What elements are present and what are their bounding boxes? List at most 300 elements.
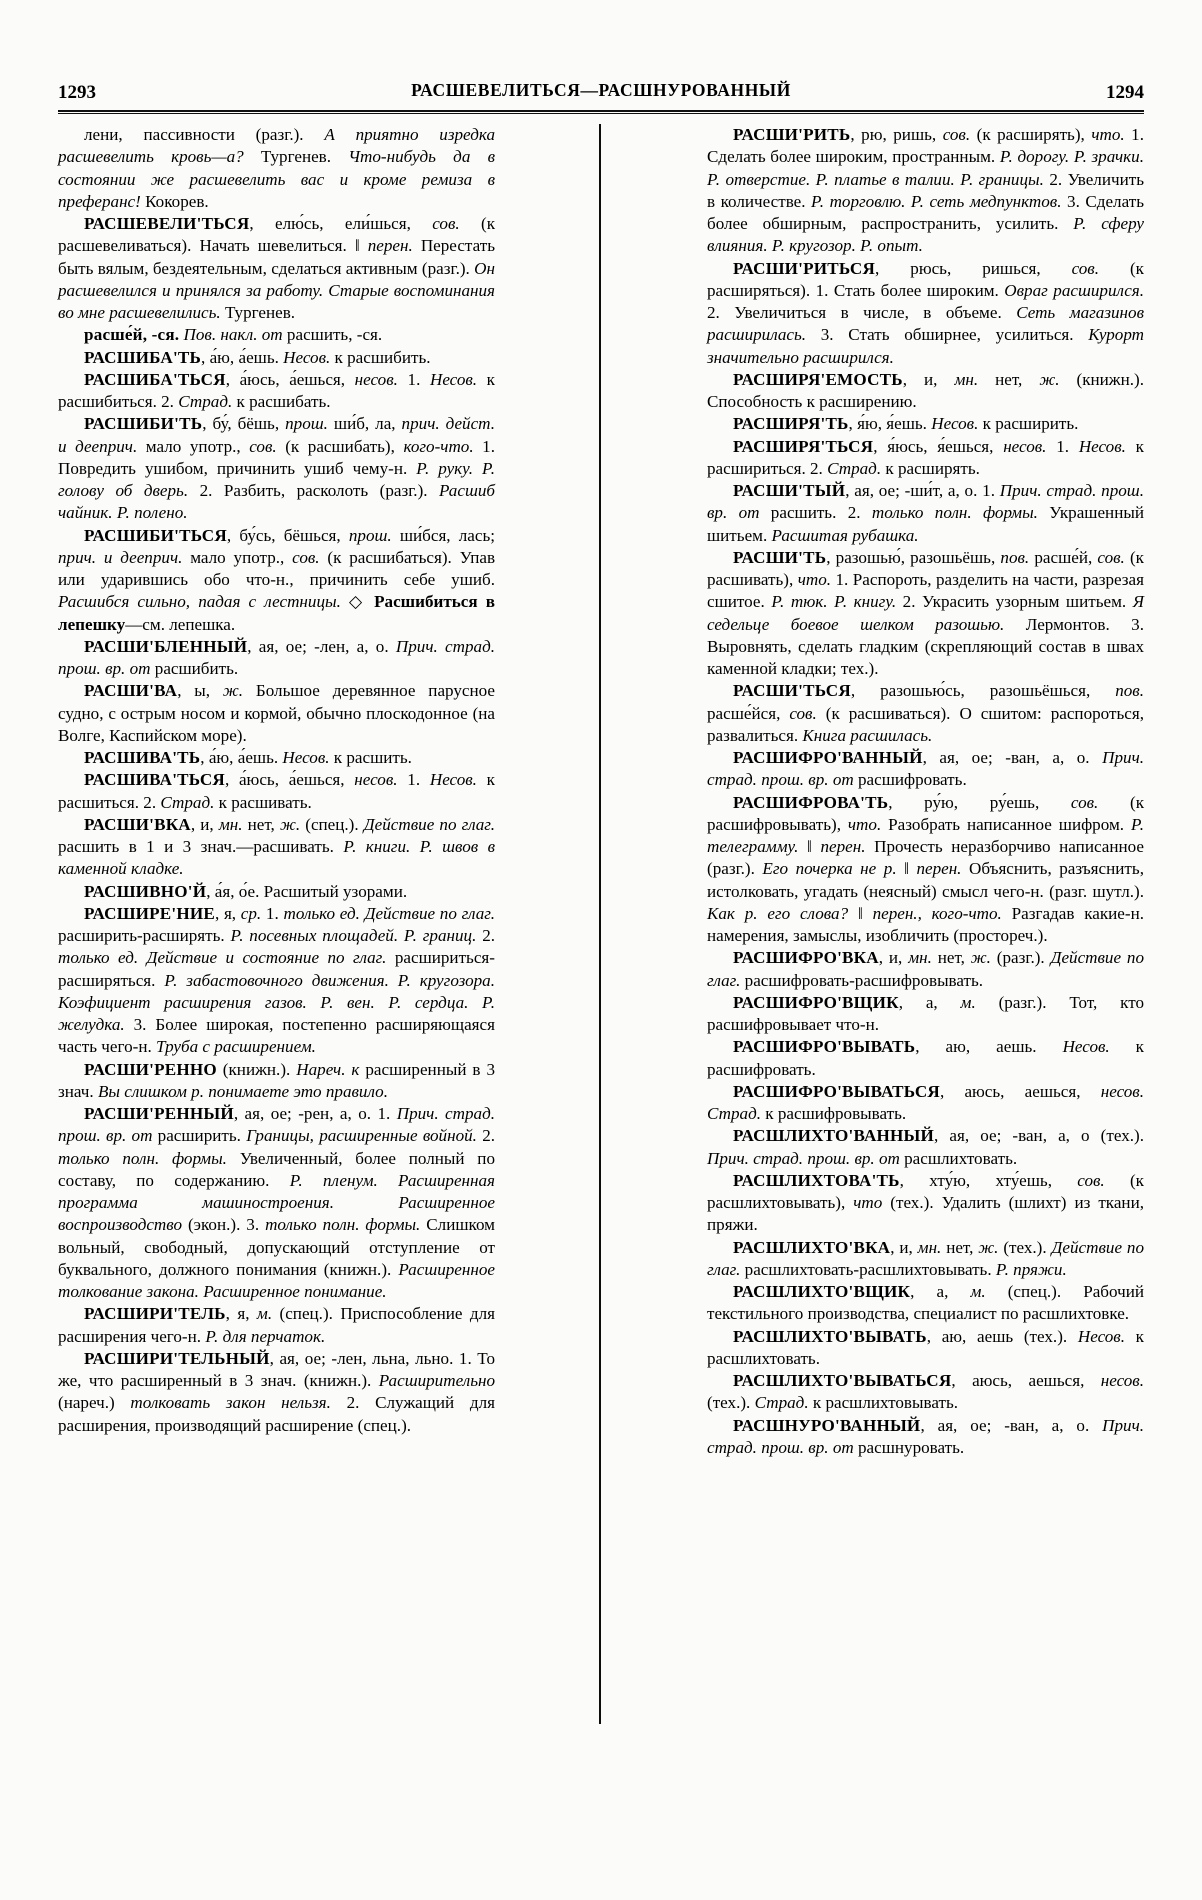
entry-text: Украшенный шитьем. (707, 503, 1144, 545)
entry-text: , ая, ое; -лен, льна, льно. 1. То же, что расширенный в 3 знач. (книжн.). (58, 1348, 495, 1390)
entry-italic-text: Он расшевелился и принялся за работу. Старые воспоминания во мне расшевелились. (58, 258, 495, 322)
entry-text: , аюсь, аешься, (951, 1371, 1101, 1390)
entry-italic-text: Страд. (754, 1393, 809, 1413)
entry-headword: РАСШИВА'ТЬСЯ (84, 770, 225, 790)
entry-text: 2. (476, 926, 496, 945)
entry-italic-text: м. (256, 1304, 273, 1324)
entry-text: к расшить. (329, 748, 412, 767)
entry-text: 2. Украсить узорным шитьем. (896, 592, 1133, 612)
entry-text: Тургенев. (243, 147, 349, 167)
entry-text: , я́юсь, я́ешься, (873, 436, 1004, 456)
entry-italic-text: Труба с расширением. (156, 1037, 316, 1057)
entry-headword: РАСШЛИХТО'ВЫВАТЬСЯ (733, 1371, 952, 1390)
dictionary-entry (58, 903, 495, 1059)
entry-text: (к расшевеливаться). Начать шевелиться. ‖ (58, 214, 495, 256)
entry-italic-text: Его почерка не р. (762, 859, 897, 879)
dictionary-entry (707, 680, 1144, 747)
entry-text: Перестать быть вялым, бездеятельным, сделаться активным (разг.). (58, 236, 495, 278)
entry-italic-text: Несов. (1062, 1037, 1110, 1057)
dictionary-entry (707, 1237, 1144, 1282)
entry-italic-text: Что-нибудь да в состоянии же расшевелить вас и кроме ремиза в преферанс! (58, 147, 495, 211)
entry-text: Разгадав какие-н. намерения, замыслы, изобличить (простореч.). (707, 903, 1144, 945)
entry-italic-text: Сеть магазинов расширилась. (707, 303, 1144, 345)
entry-text: Разобрать написанное шифром. (881, 814, 1131, 834)
entry-headword: РАСШЛИХТО'ВЫВАТЬ (733, 1326, 927, 1346)
entry-text: (к расшивать), (707, 547, 1144, 589)
entry-text: расшифровать. (853, 770, 967, 790)
entry-text: , а́юсь, а́ешься, (225, 369, 355, 389)
entry-text: Слишком вольный, свободный, допускающий отступление от буквального, должного понимания (книжн.). (58, 1215, 495, 1279)
entry-headword: РАСШИ'РИТЬСЯ (733, 258, 876, 278)
entry-italic-text: только полн. формы. (265, 1215, 421, 1235)
entry-text: расширить-расширять. (58, 926, 231, 945)
entry-text: к расшлихтовывать. (808, 1393, 959, 1413)
entry-text: , я, (225, 1304, 257, 1324)
entry-text: , хту́ю, хту́ешь, (899, 1170, 1078, 1190)
dictionary-entry (58, 1059, 495, 1104)
entry-text: к расшибить. (330, 347, 431, 367)
entry-italic-text: Страд. (178, 392, 233, 411)
dictionary-entry (707, 413, 1144, 435)
entry-headword: РАСШИРЯ'ТЬ (733, 414, 849, 434)
entry-text: Лермонтов. 3. Выровнять, сделать гладким (скрепляющий состав в швах каменной кладки; тех.). (707, 614, 1144, 678)
entry-headword: РАСШЛИХТОВА'ТЬ (733, 1170, 900, 1190)
entry-italic-text: сов. (942, 125, 971, 144)
entry-text: расшить в 1 и 3 знач.—расшивать. (58, 837, 344, 856)
entry-italic-text: ж. (970, 948, 991, 968)
entry-italic-text: Расширительно (378, 1371, 495, 1390)
entry-text: к расшириться. 2. (707, 436, 1144, 478)
entry-text: к расшлихтовать. (707, 1326, 1144, 1368)
entry-headword: РАСШИРИ'ТЕЛЬ (84, 1304, 226, 1324)
entry-text: 2. Увеличить в количестве. (707, 169, 1144, 211)
entry-text: 1. (397, 369, 430, 389)
entry-text: , а́юсь, а́ешься, (224, 770, 355, 790)
running-head (58, 72, 1144, 102)
entry-text: , я, (214, 903, 241, 923)
entry-text: к расширять. (881, 458, 980, 478)
entry-text: , а, (898, 992, 961, 1012)
entry-text: к расшифровывать. (761, 1104, 907, 1123)
entry-italic-text: ж. (279, 814, 301, 834)
entry-text: расшибить. (150, 659, 239, 678)
entry-text: 1. (1046, 436, 1079, 456)
entry-italic-text: Расширенное толкование закона. Расширенное понимание. (58, 1259, 495, 1301)
entry-text: (разг.). (990, 948, 1051, 968)
dictionary-entry (58, 213, 495, 324)
entry-headword: РАСШИ'ТЬ (733, 547, 827, 567)
entry-text: , ы, (177, 681, 223, 701)
entry-headword: РАСШИРИ'ТЕЛЬНЫЙ (84, 1348, 270, 1368)
entry-italic-text: только ед. (58, 948, 139, 968)
entry-italic-text: только полн. формы. (871, 503, 1038, 523)
entry-text: 2. Служащий для расширения, производящий расширение (спец.). (58, 1393, 495, 1435)
entry-headword: РАСШЛИХТО'ВЩИК (733, 1282, 911, 1301)
entry-text: расшлихтовать-расшлихтовывать. (740, 1259, 996, 1279)
entry-text: (книжн.). Способность к расширению. (707, 369, 1144, 411)
dictionary-entry (58, 680, 495, 747)
entry-italic-text: Р. тюк. Р. книгу. (771, 592, 897, 612)
entry-text: (к расшифровывать), (707, 792, 1144, 834)
entry-text: расшифровать-расшифровывать. (740, 970, 984, 990)
entry-text: к расшивать. (214, 792, 312, 812)
entry-text: ши́б, ла, (327, 414, 402, 434)
entry-text: к расшибать. (232, 392, 331, 411)
entry-headword: РАСШИ'РЕННО (84, 1059, 217, 1079)
entry-italic-text: Расшитая рубашка. (771, 525, 919, 545)
entry-text: ‖ (798, 837, 821, 856)
entry-text: , а́ю, а́ешь. (201, 347, 284, 367)
entry-italic-text: Р. книги. Р. швов в каменной кладке. (58, 837, 495, 879)
dictionary-entry (58, 747, 495, 769)
entry-italic-text: Действие по глаг. (707, 948, 1145, 990)
entry-italic-text: А приятно изредка расшевелить кровь—а? (58, 125, 495, 167)
entry-text: мало употр., (182, 547, 293, 567)
entry-italic-text: ж. (222, 681, 244, 701)
dictionary-entry (58, 347, 495, 369)
entry-text: (к расшлихтовывать), (707, 1170, 1144, 1212)
dictionary-entry (707, 1125, 1144, 1170)
entry-italic-text: ж. (1039, 369, 1060, 389)
entry-headword: РАСШИФРО'ВЩИК (733, 992, 899, 1012)
entry-headword: РАСШЛИХТО'ВАННЫЙ (733, 1126, 935, 1146)
entry-italic-text: несов. (354, 369, 398, 389)
entry-italic-text: ж. (978, 1237, 999, 1257)
entry-italic-text: Р. пряжи. (995, 1259, 1067, 1279)
dictionary-entry (707, 747, 1144, 792)
entry-italic-text: Прич. страд. прош. вр. от (58, 636, 496, 678)
entry-text: —см. лепешка. (125, 614, 236, 634)
dictionary-entry (58, 881, 495, 903)
entry-text: , а́я, о́е. Расшитый узорами. (206, 881, 408, 901)
entry-italic-text: перен. (820, 837, 866, 856)
entry-text: 2. Увеличиться в числе, в объеме. (707, 303, 1017, 322)
entry-italic-text: Р. для перчаток. (205, 1326, 326, 1346)
entry-italic-text: Несов. (931, 414, 979, 434)
entry-text: нет, (931, 948, 971, 968)
entry-text: нет, (242, 814, 280, 834)
entry-text: , ая, ое; -ван, а, о. (920, 1415, 1103, 1435)
entry-text: , и, (890, 1237, 918, 1257)
entry-headword: РАСШИ'РЕННЫЙ (84, 1104, 234, 1123)
entry-italic-text: Как р. его слова? (707, 903, 849, 923)
columns-wrapper (58, 124, 1144, 1840)
dictionary-entry (707, 1036, 1144, 1081)
entry-headword: расше́й, -ся. (84, 325, 180, 345)
entry-italic-text: сов. (1071, 258, 1099, 278)
entry-headword: РАСШНУРО'ВАННЫЙ (733, 1415, 921, 1435)
entry-italic-text: перен. (916, 859, 962, 879)
entry-headword: РАСШИ'ВКА (84, 814, 191, 834)
entry-headword: РАСШИБА'ТЬСЯ (84, 369, 226, 389)
entry-italic-text: прич. и дееприч. (58, 547, 183, 567)
entry-italic-text: Несов. (283, 347, 331, 367)
entry-italic-text: пов. (1115, 681, 1144, 701)
entry-headword: РАСШИБИ'ТЬСЯ (84, 525, 227, 545)
entry-text: (спец.). Рабочий текстильного производства, специалист по расшлихтовке. (707, 1282, 1144, 1324)
entry-text: расшить. 2. (759, 503, 872, 523)
dictionary-entry (58, 324, 495, 346)
entry-italic-text: Нареч. к (296, 1059, 360, 1079)
column-divider (599, 124, 601, 1724)
dictionary-entry (58, 1348, 495, 1437)
entry-headword: РАСШИФРО'ВАННЫЙ (733, 748, 923, 767)
entry-text: расширенный в 3 знач. (58, 1059, 496, 1101)
dictionary-entry (58, 525, 495, 636)
entry-text: расшлихтовать. (899, 1148, 1018, 1168)
entry-italic-text: несов. (1100, 1371, 1144, 1390)
entry-italic-text: что. (1091, 125, 1125, 144)
entry-headword: РАСШИФРОВА'ТЬ (733, 792, 889, 812)
entry-italic-text: толковать закон нельзя. (130, 1393, 331, 1413)
entry-text: , ая, ое; -лен, а, о. (247, 636, 396, 656)
entry-text: , ая, ое; -ван, а, о. (922, 748, 1103, 767)
entry-italic-text: что. (847, 814, 882, 834)
entry-text: ◇ (340, 592, 375, 612)
dictionary-entry (707, 1081, 1144, 1126)
dictionary-entry (58, 636, 495, 681)
entry-headword: РАСШИВА'ТЬ (84, 748, 201, 767)
entry-text: (книжн.). (216, 1059, 297, 1079)
dictionary-entry (707, 258, 1144, 369)
dictionary-entry (58, 124, 495, 213)
entry-italic-text: Страд. (827, 458, 882, 478)
dictionary-entry (58, 1103, 495, 1303)
entry-italic-text: Р. торговлю. Р. сеть медпунктов. (811, 191, 1062, 211)
entry-italic-text: сов. (1077, 1170, 1105, 1190)
entry-italic-text: несов. (1003, 436, 1047, 456)
entry-text: , ая, ое; -ши́т, а, о. 1. (845, 481, 1000, 500)
entry-italic-text: мн. (954, 369, 979, 389)
entry-headword: РАСШИ'ВА (84, 681, 178, 701)
entry-headword: РАСШИБА'ТЬ (84, 347, 202, 367)
dictionary-entry (707, 992, 1144, 1037)
entry-text: расшириться-расширяться. (58, 948, 495, 990)
entry-text: (к расшиваться). О сшитом: распороться, развалиться. (707, 703, 1144, 745)
entry-headword: РАСШИ'БЛЕННЫЙ (84, 636, 248, 656)
entry-italic-text: Прич. страд. прош. вр. от (707, 1415, 1144, 1457)
entry-text: расшнуровать. (853, 1437, 965, 1457)
dictionary-entry (707, 547, 1144, 681)
entry-italic-text: Несов. (429, 369, 478, 389)
entry-text: , и, (190, 814, 219, 834)
entry-italic-text: Пов. накл. от (179, 325, 283, 345)
entry-headword: РАСШИФРО'ВЫВАТЬСЯ (733, 1081, 940, 1101)
entry-text: (тех.). Удалить (шлихт) из ткани, пряжи. (707, 1193, 1145, 1235)
entry-text: к расширить. (978, 414, 1079, 434)
entry-text: ‖ (896, 859, 917, 879)
entry-italic-text: прош. (348, 525, 392, 545)
entry-text: (тех.). (998, 1237, 1052, 1257)
dictionary-entry (707, 480, 1144, 547)
entry-text: 2. (476, 1126, 496, 1146)
header-rule (58, 110, 1144, 114)
dictionary-entry (707, 1326, 1144, 1371)
entry-italic-text: Курорт значительно расширился. (707, 325, 1144, 367)
entry-italic-text: Прич. страд. прош. вр. от (707, 1148, 900, 1168)
entry-italic-text: Несов. (429, 770, 477, 790)
entry-text: Увеличенный, более полный по составу, по содержанию. (58, 1148, 495, 1190)
entry-italic-text: Прич. страд. прош. вр. от (707, 748, 1144, 790)
entry-text: , ая, ое; -ван, а, о (тех.). (934, 1126, 1144, 1146)
entry-headword: РАСШЕВЕЛИ'ТЬСЯ (84, 214, 250, 233)
entry-text: , аю, аешь. (915, 1037, 1063, 1057)
entry-text: к расшифровать. (707, 1037, 1144, 1079)
entry-text: лени, пассивности (разг.). (84, 125, 325, 144)
entry-text: (к расширять), (970, 125, 1092, 144)
entry-italic-text: Расшибся сильно, падая с лестницы. (58, 592, 341, 612)
entry-headword: РАСШИ'ТЫЙ (733, 481, 846, 500)
entry-headword: РАСШИФРО'ВЫВАТЬ (733, 1037, 916, 1057)
column-right (707, 124, 1144, 1840)
entry-italic-text: Действие и состояние по глаг. (146, 948, 387, 968)
entry-text: (тех.). (707, 1393, 755, 1413)
dictionary-entry (58, 369, 495, 414)
entry-text: , бу́сь, бёшься, (226, 525, 349, 545)
entry-text: нет, (941, 1237, 979, 1257)
entry-italic-text: м. (960, 992, 976, 1012)
entry-text: Тургенев. (220, 303, 296, 322)
dictionary-entry (58, 413, 495, 524)
entry-italic-text: мн. (908, 948, 932, 968)
entry-text: расше́й, (1029, 547, 1098, 567)
entry-italic-text: сов. (249, 436, 277, 456)
entry-italic-text: Действие по глаг. (363, 814, 495, 834)
entry-text: (к расширяться). 1. Стать более широким. (707, 258, 1144, 300)
entry-italic-text: Р. сферу влияния. Р. кругозор. Р. опыт. (707, 214, 1144, 256)
entry-italic-text: сов. (789, 703, 817, 723)
entry-text: , аю, аешь (тех.). (926, 1326, 1078, 1346)
entry-bold-text: Расшибиться в лепешку (58, 592, 495, 634)
entry-headword: РАСШИРЯ'ЕМОСТЬ (733, 369, 903, 389)
entry-italic-text: только полн. формы. (58, 1148, 227, 1168)
entry-text: , ру́ю, ру́ешь, (888, 792, 1071, 812)
dictionary-entry (707, 1170, 1144, 1237)
entry-italic-text: пов. (1000, 547, 1030, 567)
entry-text: , а́ю, а́ешь. (200, 748, 283, 767)
entry-text: , а, (910, 1282, 971, 1301)
entry-text: 3. Сделать более обширным, распространить, усилить. (707, 191, 1144, 233)
entry-italic-text: Р. посевных площадей. Р. границ. (230, 926, 477, 945)
entry-italic-text: сов. (1070, 792, 1099, 812)
entry-text: Объяснить, разъяснить, истолковать, угадать (неясный) смысл чего-н. (разг. шутл.). (707, 859, 1144, 901)
entry-text: елю́сь, ели́шься, (275, 214, 433, 233)
entry-italic-text: перен., кого-что. (872, 903, 1002, 923)
entry-italic-text: Расшиб чайник. Р. полено. (58, 481, 495, 523)
folio-left: 1293 (58, 82, 96, 103)
entry-text: 1. Сделать более широким, пространным. (707, 125, 1144, 167)
entry-italic-text: сов. (432, 214, 460, 233)
entry-text: 1. (261, 903, 284, 923)
entry-text: , аюсь, аешься, (939, 1081, 1101, 1101)
dictionary-entry (707, 1370, 1144, 1415)
entry-italic-text: Р. дорогу. Р. зрачки. Р. отверстие. Р. платье в талии. Р. границы. (707, 147, 1144, 189)
entry-text: , разошью́сь, разошьёшься, (850, 681, 1116, 701)
entry-italic-text: только ед. Действие по глаг. (283, 903, 495, 923)
entry-italic-text: мн. (917, 1237, 942, 1257)
entry-italic-text: Книга расшилась. (802, 725, 933, 745)
entry-text: расширить. (152, 1126, 247, 1146)
entry-text: (спец.). (300, 814, 364, 834)
entry-italic-text: Действие по глаг. (707, 1237, 1144, 1279)
dictionary-entry (707, 947, 1144, 992)
dictionary-entry (58, 769, 495, 814)
entry-headword: РАСШИВНО'Й (84, 881, 207, 901)
dictionary-entry (707, 1415, 1144, 1460)
entry-text: (к расшибаться). Упав или ударившись обо что-н., причинить себе ушиб. (58, 547, 496, 589)
dictionary-entry (707, 124, 1144, 258)
entry-text: , бу́, бёшь, (202, 414, 286, 434)
entry-text: Прочесть неразборчиво написанное (разг.). (707, 837, 1144, 879)
column-left (58, 124, 495, 1840)
entry-italic-text: прич. дейст. и дееприч. (58, 414, 495, 456)
entry-italic-text: сов. (1097, 547, 1125, 567)
entry-text: расшить, -ся. (282, 325, 383, 345)
entry-text: 3. Более широкая, постепенно расширяющаяся часть чего-н. (58, 1015, 495, 1057)
entry-text: мало употр., (137, 436, 250, 456)
entry-headword: РАСШИБИ'ТЬ (84, 414, 203, 434)
entry-headword: РАСШЛИХТО'ВКА (733, 1237, 891, 1257)
entry-italic-text: несов. (354, 770, 398, 790)
entry-italic-text: что. (797, 570, 832, 589)
entry-italic-text: Овраг расширился. (1004, 280, 1144, 300)
entry-text: , я́ю, я́ешь. (848, 414, 932, 434)
entry-italic-text: несов. Страд. (707, 1081, 1144, 1123)
entry-italic-text: Я седельце боевое шелком разошью. (707, 592, 1144, 634)
entry-text: 3. Стать обширнее, усилиться. (806, 325, 1089, 345)
entry-italic-text: Вы слишком р. понимаете это правило. (97, 1081, 388, 1101)
entry-headword: РАСШИРЕ'НИЕ (84, 903, 215, 923)
entry-italic-text: Страд. (160, 792, 215, 812)
entry-text: , разошью́, разошьёшь, (826, 547, 1001, 567)
entry-headword: РАСШИФРО'ВКА (733, 948, 879, 968)
entry-text: нет, (978, 369, 1040, 389)
dictionary-entry (707, 792, 1144, 948)
entry-italic-text: Р. телеграмму. (707, 814, 1144, 856)
entry-text: (нареч.) (58, 1393, 131, 1413)
entry-italic-text: сов. (292, 547, 320, 567)
entry-text: , ая, ое; -рен, а, о. 1. (233, 1104, 397, 1123)
entry-text: , (249, 214, 276, 233)
entry-italic-text: Р. забастовочного движения. Р. кругозора. Коэфициент расширения газов. Р. вен. Р. сердца. Р. желудка. (58, 970, 495, 1034)
entry-italic-text: перен. (367, 236, 413, 256)
entry-text: Большое деревянное парусное судно, с острым носом и кормой, обычно плоскодонное (на Волге, Каспийском море). (58, 681, 495, 745)
entry-italic-text: Несов. (282, 748, 330, 767)
entry-italic-text: Границы, расширенные войной. (246, 1126, 477, 1146)
running-title: РАСШЕВЕЛИТЬСЯ—РАСШНУРОВАННЫЙ (411, 80, 791, 100)
entry-italic-text: Р. пленум. Расширенная программа машиностроения. Расширенное воспроизводство (58, 1170, 495, 1235)
entry-text: (разг.). Тот, кто расшифровывает что-н. (707, 992, 1144, 1034)
entry-text: 1. Повредить ушибом, причинить ушиб чему-н. (58, 436, 496, 478)
entry-text: к расшибиться. 2. (58, 369, 495, 411)
entry-headword: РАСШИРЯ'ТЬСЯ (733, 436, 874, 456)
entry-text: Кокорев. (140, 191, 209, 211)
entry-text: 1. (397, 770, 430, 790)
entry-text: ши́бся, лась; (391, 525, 495, 545)
entry-text: (спец.). Приспособление для расширения чего-н. (58, 1304, 495, 1346)
entry-italic-text: м. (970, 1282, 986, 1301)
entry-italic-text: кого-что. (403, 436, 474, 456)
entry-text: , рю, ришь, (850, 125, 943, 144)
folio-right: 1294 (1105, 82, 1144, 103)
entry-text: (к расшибать), (276, 436, 404, 456)
entry-text: 1. Распороть, разделить на части, разрезая сшитое. (707, 570, 1144, 612)
entry-text: , и, (878, 948, 909, 968)
dictionary-entry (707, 369, 1144, 414)
entry-italic-text: ср. (240, 903, 262, 923)
dictionary-entry (707, 436, 1144, 481)
entry-italic-text: прош. (285, 414, 328, 434)
